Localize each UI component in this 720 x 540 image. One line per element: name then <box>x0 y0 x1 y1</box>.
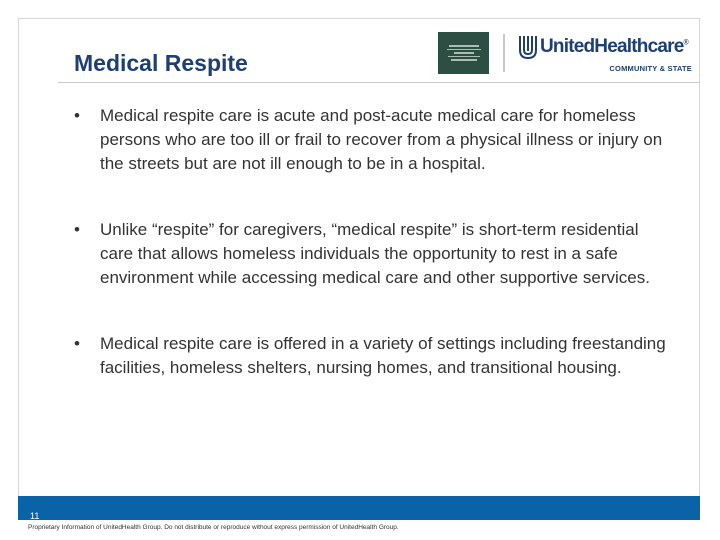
bullet-text: Medical respite care is acute and post-acute medical care for homeless persons who are too ill or frail to recover from a physical illness or injury on the streets but are not ill enough to be in a hospital. <box>100 106 663 173</box>
bullet-dot: • <box>74 220 80 239</box>
page-number: 11 <box>30 511 40 521</box>
bullet-dot: • <box>74 334 80 353</box>
footer-notice: Proprietary Information of UnitedHealth Group. Do not distribute or reproduce without express permission of UnitedHealth Group. <box>28 524 399 531</box>
title-divider <box>58 82 700 83</box>
uhc-u-mark-icon <box>518 34 538 60</box>
logo-divider <box>503 34 505 72</box>
bullet-item <box>74 104 674 176</box>
bullet-text: Medical respite care is offered in a variety of settings including freestanding facilities, homeless shelters, nursing homes, and transitional housing. <box>100 334 666 377</box>
bullet-item <box>74 218 674 290</box>
partner-logo-icon <box>438 32 489 74</box>
brand-name: UnitedHealthcare® <box>540 36 688 57</box>
bullet-dot: • <box>74 106 80 125</box>
bullet-list <box>74 104 674 422</box>
bullet-item <box>74 332 674 380</box>
unitedhealthcare-logo <box>518 32 696 76</box>
footer-bar <box>18 496 700 520</box>
brand-subtitle: COMMUNITY & STATE <box>609 64 692 73</box>
bullet-text: Unlike “respite” for caregivers, “medical respite” is short-term residential care that allows homeless individuals the opportunity to rest in a safe environment while accessing medical care and other supportive services. <box>100 220 650 287</box>
slide-title: Medical Respite <box>74 50 248 76</box>
